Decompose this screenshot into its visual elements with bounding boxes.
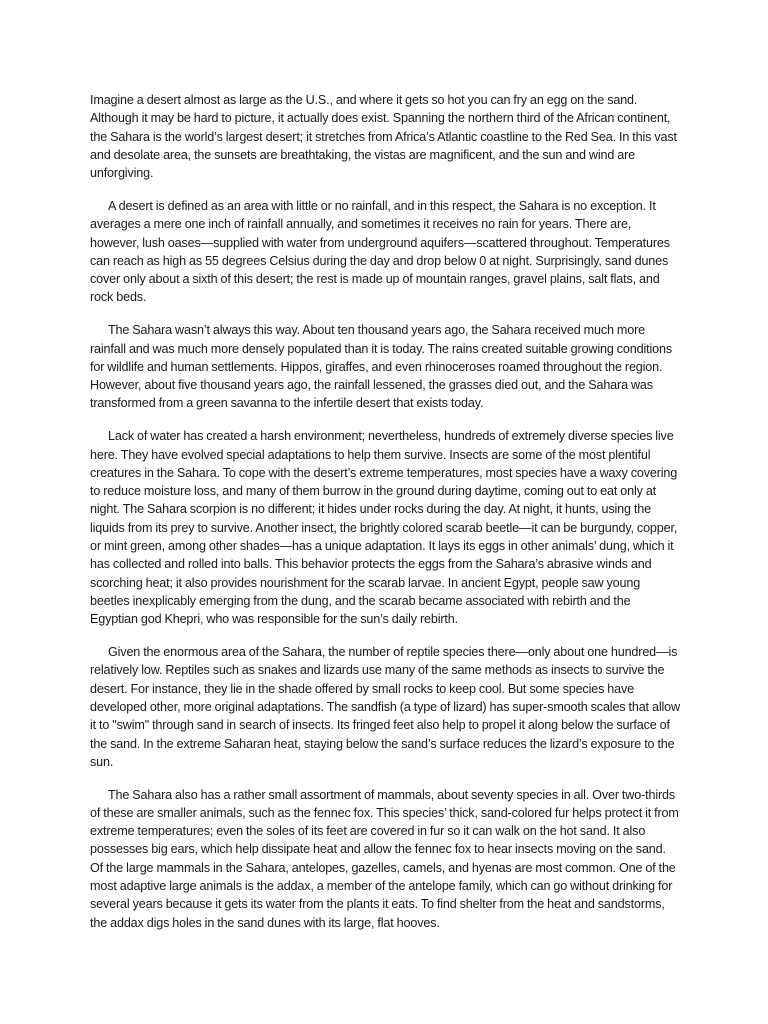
paragraph-reptiles: Given the enormous area of the Sahara, the number of reptile species there—only about one hundred—is relatively low. Reptiles such as snakes and lizards use many of the same methods as insects to survive the desert. For instance, they lie in the shade offered by small rocks to keep cool. But some species have developed other, more original adaptations. The sandfish (a type of lizard) has super-smooth scales that allow it to "swim" through sand in search of insects. Its fringed feet also help to propel it along below the surface of the sand. In the extreme Saharan heat, staying below the sand’s surface reduces the lizard’s exposure to the sun. (90, 645, 680, 769)
document-body (90, 91, 680, 946)
paragraph-history: The Sahara wasn’t always this way. About ten thousand years ago, the Sahara received much more rainfall and was much more densely populated than it is today. The rains created suitable growing conditions for wildlife and human settlements. Hippos, giraffes, and even rhinoceroses roamed throughout the region. However, about five thousand years ago, the rainfall lessened, the grasses died out, and the Sahara was transformed from a green savanna to the infertile desert that exists today. (90, 323, 672, 411)
paragraph-intro: Imagine a desert almost as large as the U.S., and where it gets so hot you can fry an egg on the sand. Although it may be hard to picture, it actually does exist. Spanning the northern third of the African continent, the Sahara is the world’s largest desert; it stretches from Africa’s Atlantic coastline to the Red Sea. In this vast and desolate area, the sunsets are breathtaking, the vistas are magnificent, and the sun and wind are unforgiving. (90, 93, 677, 181)
paragraph-mammals: The Sahara also has a rather small assortment of mammals, about seventy species in all. Over two-thirds of these are smaller animals, such as the fennec fox. This species’ thick, sand-colored fur helps protect it from extreme temperatures; even the soles of its feet are covered in fur so it can walk on the hot sand. It also possesses big ears, which help dissipate heat and allow the fennec fox to hear insects moving on the sand. Of the large mammals in the Sahara, antelopes, gazelles, camels, and hyenas are most common. One of the most adaptive large animals is the addax, a member of the antelope family, which can go without drinking for several years because it gets its water from the plants it eats. To find shelter from the heat and sandstorms, the addax digs holes in the sand dunes with its large, flat hooves. (90, 787, 679, 930)
paragraph-desert-definition: A desert is defined as an area with little or no rainfall, and in this respect, the Sahara is no exception. It averages a mere one inch of rainfall annually, and sometimes it receives no rain for years. There are, however, lush oases—supplied with water from underground aquifers—scattered throughout. Temperatures can reach as high as 55 degrees Celsius during the day and drop below 0 at night. Surprisingly, sand dunes cover only about a sixth of this desert; the rest is made up of mountain ranges, gravel plains, salt flats, and rock beds. (90, 198, 670, 305)
paragraph-insects: Lack of water has created a harsh environment; nevertheless, hundreds of extremely diverse species live here. They have evolved special adaptations to help them survive. Insects are some of the most plentiful creatures in the Sahara. To cope with the desert’s extreme temperatures, most species have a waxy covering to reduce moisture loss, and many of them burrow in the ground during daytime, coming out to eat only at night. The Sahara scorpion is no different; it hides under rocks during the day. At night, it hunts, using the liquids from its prey to survive. Another insect, the brightly colored scarab beetle—it can be burgundy, copper, or mint green, among other shades—has a unique adaptation. It lays its eggs in other animals’ dung, which it has collected and rolled into balls. This behavior protects the eggs from the Sahara’s abrasive winds and scorching heat; it also provides nourishment for the scarab larvae. In ancient Egypt, people saw young beetles inexplicably emerging from the dung, and the scarab became associated with rebirth and the Egyptian god Khepri, who was responsible for the sun’s daily rebirth. (90, 429, 678, 627)
